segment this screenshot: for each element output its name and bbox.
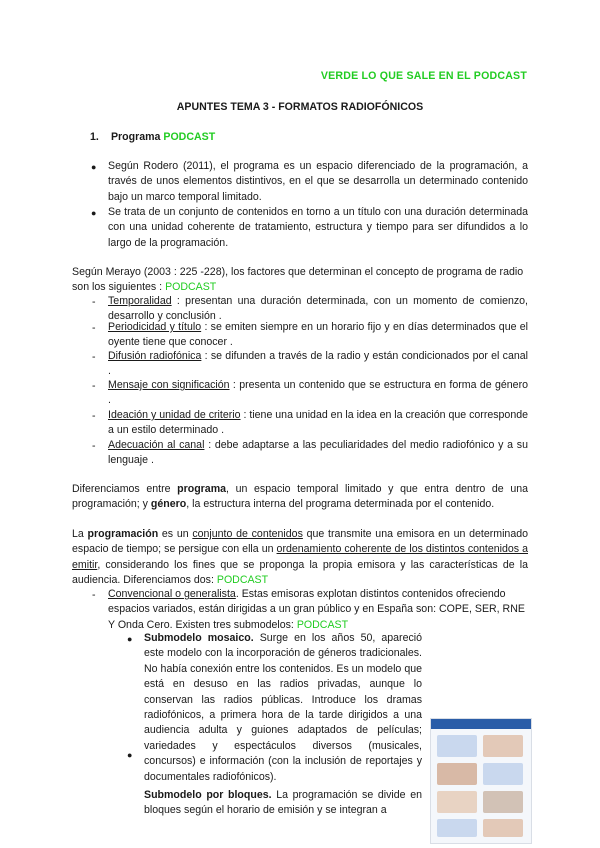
section-number: 1. bbox=[90, 131, 99, 143]
thumbnail-block bbox=[483, 819, 523, 837]
bullet-dot: ● bbox=[127, 750, 133, 760]
thumbnail-block bbox=[483, 763, 523, 785]
text-run: Diferenciamos entre bbox=[72, 483, 171, 495]
merayo-item-6 bbox=[108, 438, 528, 469]
text-run: , considerando los fines que se proponga la propia emisora y las características de la audiencia. Diferenciamos dos: bbox=[72, 558, 528, 587]
term-programacion: programación bbox=[87, 528, 159, 540]
text-run: La bbox=[72, 528, 84, 540]
merayo-podcast-tag: PODCAST bbox=[165, 281, 217, 294]
thumbnail-block bbox=[437, 819, 477, 837]
merayo-intro bbox=[72, 265, 530, 296]
thumbnail-block bbox=[437, 791, 477, 813]
programacion-paragraph bbox=[72, 527, 528, 589]
programacion-podcast-tag: PODCAST bbox=[216, 574, 269, 587]
convencional-text: . Estas emisoras explotan distintos contenidos ofreciendo espacios variados, están dirigidas a un gran público y en España son: COPE, SER, RNE Y Onda Cero. Existen tres submodelos: bbox=[108, 588, 525, 631]
bullet-dot: ● bbox=[91, 208, 97, 218]
section-label: Programa bbox=[110, 131, 161, 143]
intro-bullet-1: Según Rodero (2011), el programa es un espacio diferenciado de la programación, a través de unos elementos distintivos, en el que se desarrolla un determinado contenido bajo un marco temporal limitado. bbox=[108, 160, 528, 203]
merayo-item-term: Adecuación al canal bbox=[108, 439, 205, 451]
underlined-phrase: conjunto de contenidos bbox=[192, 528, 303, 540]
programming-grid-thumbnail bbox=[430, 718, 532, 844]
submodelo-text: Surge en los años 50, apareció este modelo con la incorporación de géneros tradicionales. No había conexión entre los contenidos. Es un modelo que está en desuso en las radios privadas, aunque lo conservan las radios públicas. Introduce los dramas radiofónicos, a primera hora de la tarde dirigidos a una audiencia adulta y guiones adaptados de películas; variedades y espectáculos diversos (musicales, concursos) e información (con la inclusión de reportajes y documentales radiofónicos). bbox=[144, 632, 422, 783]
thumbnail-header-bar bbox=[431, 719, 531, 729]
page-title: APUNTES TEMA 3 - FORMATOS RADIOFÓNICOS bbox=[176, 101, 424, 113]
bullet-dot: ● bbox=[127, 634, 133, 644]
submodelo-name: Submodelo por bloques. bbox=[144, 789, 272, 802]
merayo-item-text: : debe adaptarse a las peculiaridades del medio radiofónico y a su lenguaje . bbox=[108, 439, 528, 467]
merayo-item-4 bbox=[108, 378, 528, 409]
bullet-dot: ● bbox=[91, 162, 97, 172]
merayo-intro-text: Según Merayo (2003 : 225 -228), los factores que determinan el concepto de programa de radio son los siguientes : bbox=[72, 266, 524, 294]
merayo-item-5 bbox=[108, 408, 528, 439]
merayo-item-text: : se emiten siempre en un horario fijo y en días determinados que el oyente tiene que conocer . bbox=[108, 321, 529, 349]
dash-marker: - bbox=[92, 589, 96, 601]
thumbnail-block bbox=[437, 763, 477, 785]
merayo-item-term: Difusión radiofónica bbox=[108, 350, 202, 362]
underlined-phrase: ordenamiento coherente de los distintos contenidos a emitir bbox=[72, 543, 528, 571]
text-run: es un bbox=[161, 528, 189, 540]
programa-genero-paragraph bbox=[72, 482, 528, 513]
merayo-item-term: Ideación y unidad de criterio bbox=[108, 409, 241, 421]
thumbnail-block bbox=[437, 735, 477, 757]
header-podcast-tag: VERDE LO QUE SALE EN EL PODCAST bbox=[320, 70, 527, 82]
dash-marker: - bbox=[92, 440, 96, 452]
merayo-item-term: Mensaje con significación bbox=[108, 379, 230, 391]
text-run: que transmite una emisora en un determinado espacio de tiempo; se persigue con ella un bbox=[72, 528, 529, 556]
merayo-item-term: Periodicidad y título bbox=[108, 321, 202, 333]
dash-marker: - bbox=[92, 322, 96, 334]
section-podcast-tag: PODCAST bbox=[163, 131, 216, 143]
submodelo-text: La programación se divide en bloques según el horario de emisión y se integran a bbox=[144, 789, 422, 817]
merayo-item-2 bbox=[108, 320, 528, 351]
dash-marker: - bbox=[92, 296, 96, 308]
section-heading bbox=[90, 131, 215, 143]
convencional-term: Convencional o generalista bbox=[108, 588, 236, 600]
text-run: , la estructura interna del programa determinada por el contenido. bbox=[186, 498, 495, 511]
thumbnail-block bbox=[483, 735, 523, 757]
dash-marker: - bbox=[92, 380, 96, 392]
convencional-podcast-tag: PODCAST bbox=[296, 618, 349, 631]
submodelo-name: Submodelo mosaico. bbox=[144, 632, 254, 644]
merayo-item-text: : presentan una duración determinada, con un momento de comienzo, desarrollo y conclusión . bbox=[108, 295, 528, 323]
term-genero: género bbox=[150, 498, 187, 511]
merayo-item-text: : se difunden a través de la radio y están condicionados por el canal . bbox=[108, 350, 528, 378]
merayo-item-text: : tiene una unidad en la idea en la creación que corresponde a un estilo determinado . bbox=[108, 409, 528, 437]
merayo-item-term: Temporalidad bbox=[108, 295, 172, 307]
convencional-item bbox=[108, 587, 530, 633]
merayo-item-3 bbox=[108, 349, 528, 380]
thumbnail-block bbox=[483, 791, 523, 813]
text-run: , un espacio temporal limitado y que entra dentro de una programación; y bbox=[72, 483, 528, 511]
intro-bullet-2: Se trata de un conjunto de contenidos en torno a un título con una duración determinada con una unidad coherente de tratamiento, estructura y tiempo para ser difundidos a lo largo de la programación. bbox=[108, 206, 528, 249]
merayo-item-text: : presenta un contenido que se estructura en forma de género . bbox=[108, 379, 528, 407]
dash-marker: - bbox=[92, 351, 96, 363]
dash-marker: - bbox=[92, 410, 96, 422]
term-programa: programa bbox=[177, 483, 227, 495]
